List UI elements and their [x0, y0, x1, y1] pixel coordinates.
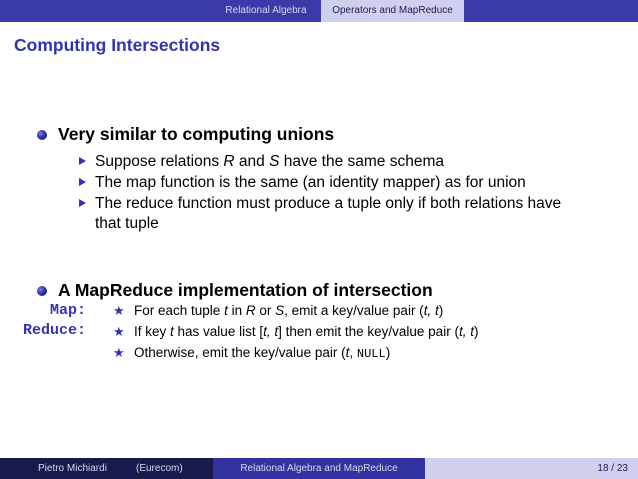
sub-item-reduce-function: The reduce function must produce a tuple only if both relations have that tuple [95, 195, 562, 232]
item-heading-unions: Very similar to computing unions [58, 124, 335, 144]
footer-bar [0, 458, 638, 479]
reduce-step-1: If key t has value list [t, t] then emit the key/value pair (t, t) [134, 324, 479, 339]
sub-item-map-function: The map function is the same (an identity mapper) as for union [95, 174, 526, 191]
bullet-ball-icon [37, 286, 47, 296]
reduce-label: Reduce: [22, 322, 86, 339]
footer-author: Pietro Michiardi [38, 463, 107, 474]
footer-author-block [0, 458, 213, 479]
star-bullet-icon: ★ [113, 303, 125, 318]
reduce-step-2: Otherwise, emit the key/value pair (t, NULL) [134, 345, 391, 361]
sub-item-schema: Suppose relations R and S have the same schema [95, 153, 444, 170]
map-step: For each tuple t in R or S, emit a key/value pair (t, t) [134, 303, 444, 318]
triangle-bullet-icon [79, 157, 86, 165]
nav-bar [0, 0, 638, 22]
triangle-bullet-icon [79, 199, 86, 207]
star-bullet-icon: ★ [113, 324, 125, 339]
nav-section-operators-mapreduce[interactable]: Operators and MapReduce [321, 0, 464, 22]
item-heading-implementation: A MapReduce implementation of intersection [58, 280, 433, 300]
nav-section-relational-algebra[interactable]: Relational Algebra [225, 5, 307, 16]
footer-affiliation: (Eurecom) [136, 463, 183, 474]
star-bullet-icon: ★ [113, 345, 125, 360]
triangle-bullet-icon [79, 178, 86, 186]
footer-page-block [425, 458, 638, 479]
slide-title: Computing Intersections [14, 35, 221, 55]
footer-title: Relational Algebra and MapReduce [213, 458, 425, 479]
page-number: 18 / 23 [597, 463, 628, 474]
bullet-ball-icon [37, 130, 47, 140]
map-label: Map: [49, 302, 86, 319]
